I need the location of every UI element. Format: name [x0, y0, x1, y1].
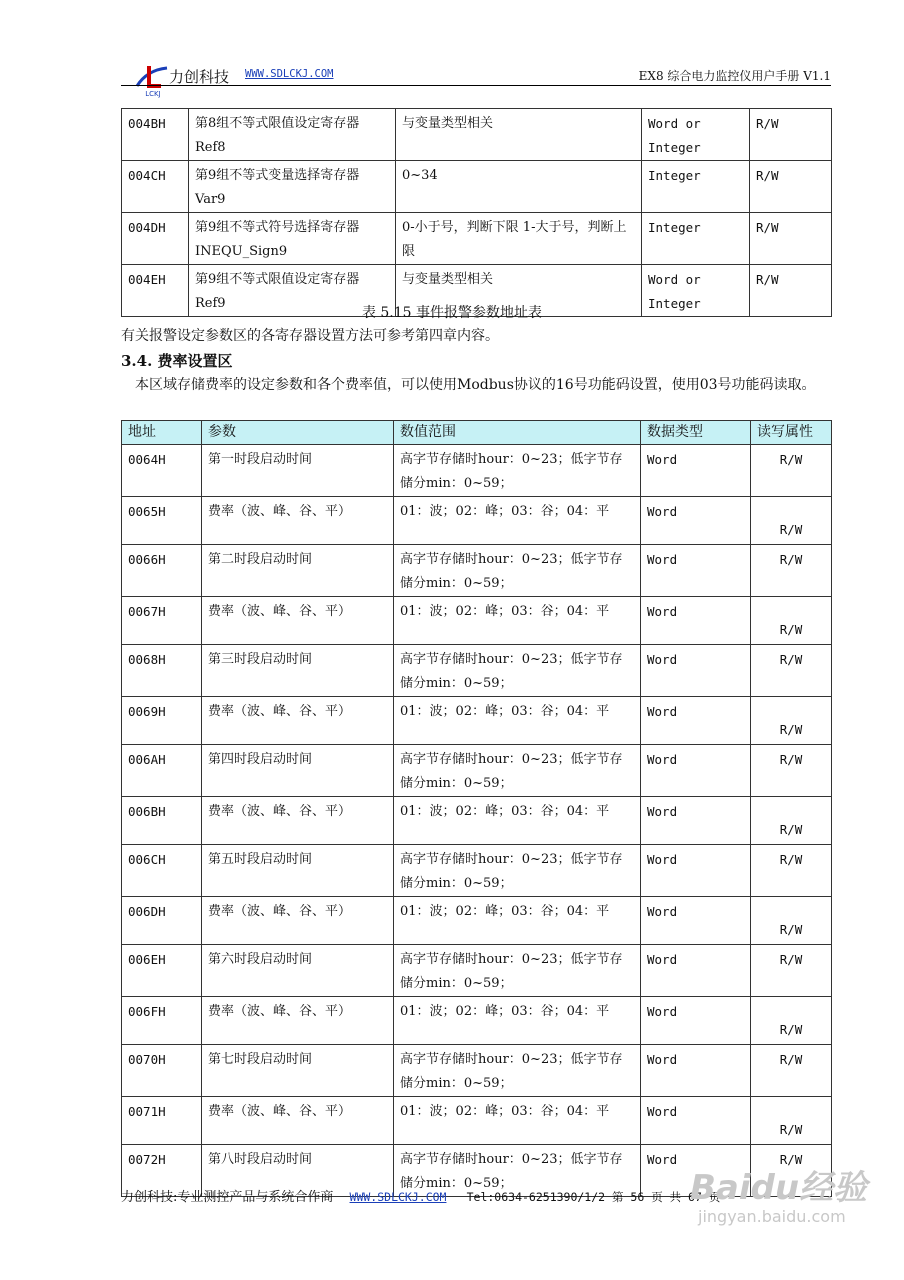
table-row [122, 1097, 832, 1145]
type-cell: Word [641, 645, 751, 697]
logo-text: LCKJ [145, 90, 161, 98]
param-cell: 第七时段启动时间 [202, 1045, 394, 1097]
footer-url-link[interactable]: WWW.SDLCKJ.COM [349, 1190, 447, 1204]
manual-title: EX8 综合电力监控仪用户手册 V1.1 [638, 69, 831, 83]
address-cell: 0066H [122, 545, 202, 597]
address-cell: 0068H [122, 645, 202, 697]
type-cell: Word [641, 797, 751, 845]
type-cell: Word [641, 597, 751, 645]
table-row [122, 109, 832, 161]
table-row [122, 161, 832, 213]
section-title: 3.4. 费率设置区 [121, 352, 233, 370]
type-cell: Word [641, 1145, 751, 1197]
range-cell: 01：波；02：峰；03：谷；04：平 [394, 597, 641, 645]
param-cell: 第9组不等式限值设定寄存器Ref9 [189, 265, 396, 317]
footer-slogan: 力创科技:专业测控产品与系统合作商 [121, 1190, 334, 1205]
table-row [122, 997, 832, 1045]
range-cell: 0~34 [396, 161, 642, 213]
param-cell: 第四时段启动时间 [202, 745, 394, 797]
watermark-url: jingyan.baidu.com [698, 1207, 846, 1226]
table-row [122, 897, 832, 945]
address-cell: 0071H [122, 1097, 202, 1145]
rw-cell: R/W [751, 1097, 832, 1145]
type-cell: Word [641, 745, 751, 797]
type-cell: Word [641, 545, 751, 597]
table-row [122, 797, 832, 845]
type-cell: Word or Integer [642, 109, 750, 161]
table-row [122, 445, 832, 497]
range-cell: 01：波；02：峰；03：谷；04：平 [394, 1097, 641, 1145]
address-cell: 006BH [122, 797, 202, 845]
param-cell: 费率（波、峰、谷、平） [202, 997, 394, 1045]
rw-cell: R/W [751, 597, 832, 645]
table-row [122, 945, 832, 997]
param-cell: 费率（波、峰、谷、平） [202, 1097, 394, 1145]
rw-cell: R/W [751, 845, 832, 897]
rw-cell: R/W [751, 545, 832, 597]
table-row [122, 645, 832, 697]
type-cell: Word [641, 445, 751, 497]
address-cell: 0069H [122, 697, 202, 745]
baidu-watermark [690, 1160, 867, 1226]
rw-cell: R/W [751, 697, 832, 745]
range-cell: 高字节存储时hour：0~23；低字节存储分min：0~59； [394, 845, 641, 897]
range-cell: 高字节存储时hour：0~23；低字节存储分min：0~59； [394, 1045, 641, 1097]
range-cell: 与变量类型相关 [396, 109, 642, 161]
type-cell: Word [641, 945, 751, 997]
range-cell: 0-小于号，判断下限 1-大于号，判断上限 [396, 213, 642, 265]
range-cell: 高字节存储时hour：0~23；低字节存储分min：0~59； [394, 1145, 641, 1197]
type-cell: Word [641, 697, 751, 745]
table-row [122, 497, 832, 545]
column-header: 读写属性 [751, 421, 832, 445]
range-cell: 01：波；02：峰；03：谷；04：平 [394, 997, 641, 1045]
range-cell: 高字节存储时hour：0~23；低字节存储分min：0~59； [394, 945, 641, 997]
address-cell: 0064H [122, 445, 202, 497]
table-header-row [122, 421, 832, 445]
address-cell: 0072H [122, 1145, 202, 1197]
param-cell: 费率（波、峰、谷、平） [202, 797, 394, 845]
rw-cell: R/W [751, 997, 832, 1045]
type-cell: Integer [642, 161, 750, 213]
table-caption: 表 5.15 事件报警参数地址表 [361, 305, 543, 321]
table-row [122, 1045, 832, 1097]
company-name: 力创科技 [169, 68, 230, 86]
type-cell: Word [641, 845, 751, 897]
rw-cell: R/W [751, 497, 832, 545]
rw-cell: R/W [751, 1045, 832, 1097]
param-cell: 第9组不等式变量选择寄存器Var9 [189, 161, 396, 213]
address-cell: 004DH [122, 213, 189, 265]
intro-paragraph: 本区域存储费率的设定参数和各个费率值，可以使用Modbus协议的16号功能码设置，使用03号功能码读取。 [135, 377, 816, 393]
type-cell: Integer [642, 213, 750, 265]
range-cell: 01：波；02：峰；03：谷；04：平 [394, 697, 641, 745]
event-alarm-table [121, 108, 832, 317]
param-cell: 第一时段启动时间 [202, 445, 394, 497]
page-header [121, 58, 831, 98]
range-cell: 01：波；02：峰；03：谷；04：平 [394, 497, 641, 545]
table-row [122, 597, 832, 645]
param-cell: 第8组不等式限值设定寄存器Ref8 [189, 109, 396, 161]
table-row [122, 745, 832, 797]
rw-cell: R/W [750, 109, 832, 161]
address-cell: 0065H [122, 497, 202, 545]
param-cell: 费率（波、峰、谷、平） [202, 697, 394, 745]
column-header: 参数 [202, 421, 394, 445]
table-row [122, 213, 832, 265]
param-cell: 第八时段启动时间 [202, 1145, 394, 1197]
range-cell: 01：波；02：峰；03：谷；04：平 [394, 797, 641, 845]
type-cell: Word [641, 997, 751, 1045]
rw-cell: R/W [751, 1145, 832, 1197]
column-header: 地址 [122, 421, 202, 445]
table-row [122, 697, 832, 745]
rw-cell: R/W [750, 265, 832, 317]
param-cell: 第二时段启动时间 [202, 545, 394, 597]
address-cell: 006DH [122, 897, 202, 945]
range-cell: 高字节存储时hour：0~23；低字节存储分min：0~59； [394, 545, 641, 597]
footer-tel: Tel:0634-6251390/1/2 第 56 页 共 67 页 [466, 1190, 721, 1204]
type-cell: Word [641, 1045, 751, 1097]
param-cell: 第三时段启动时间 [202, 645, 394, 697]
param-cell: 费率（波、峰、谷、平） [202, 897, 394, 945]
address-cell: 004CH [122, 161, 189, 213]
address-cell: 0070H [122, 1045, 202, 1097]
table-row [122, 845, 832, 897]
range-cell: 01：波；02：峰；03：谷；04：平 [394, 897, 641, 945]
range-cell: 高字节存储时hour：0~23；低字节存储分min：0~59； [394, 645, 641, 697]
rw-cell: R/W [751, 797, 832, 845]
range-cell: 高字节存储时hour：0~23；低字节存储分min：0~59； [394, 745, 641, 797]
rw-cell: R/W [750, 213, 832, 265]
header-divider [121, 85, 831, 86]
type-cell: Word [641, 897, 751, 945]
rw-cell: R/W [751, 897, 832, 945]
address-cell: 006AH [122, 745, 202, 797]
param-cell: 第五时段启动时间 [202, 845, 394, 897]
header-url-link[interactable]: WWW.SDLCKJ.COM [245, 68, 334, 80]
type-cell: Word [641, 1097, 751, 1145]
range-cell: 与变量类型相关 [396, 265, 642, 317]
rw-cell: R/W [751, 445, 832, 497]
address-cell: 006EH [122, 945, 202, 997]
rw-cell: R/W [751, 945, 832, 997]
rw-cell: R/W [751, 645, 832, 697]
column-header: 数据类型 [641, 421, 751, 445]
page-footer [121, 1186, 720, 1205]
rw-cell: R/W [751, 745, 832, 797]
param-cell: 第六时段启动时间 [202, 945, 394, 997]
watermark-brand: Baidu经验 [690, 1168, 868, 1208]
address-cell: 006CH [122, 845, 202, 897]
param-cell: 费率（波、峰、谷、平） [202, 597, 394, 645]
address-cell: 004BH [122, 109, 189, 161]
note-text: 有关报警设定参数区的各寄存器设置方法可参考第四章内容。 [121, 328, 499, 344]
table-row [122, 545, 832, 597]
address-cell: 0067H [122, 597, 202, 645]
rw-cell: R/W [750, 161, 832, 213]
type-cell: Word [641, 497, 751, 545]
tariff-table [121, 420, 832, 1197]
range-cell: 高字节存储时hour：0~23；低字节存储分min：0~59； [394, 445, 641, 497]
param-cell: 费率（波、峰、谷、平） [202, 497, 394, 545]
address-cell: 004EH [122, 265, 189, 317]
type-cell: Word or Integer [642, 265, 750, 317]
param-cell: 第9组不等式符号选择寄存器INEQU_Sign9 [189, 213, 396, 265]
lckj-logo-icon [133, 62, 173, 98]
address-cell: 006FH [122, 997, 202, 1045]
column-header: 数值范围 [394, 421, 641, 445]
